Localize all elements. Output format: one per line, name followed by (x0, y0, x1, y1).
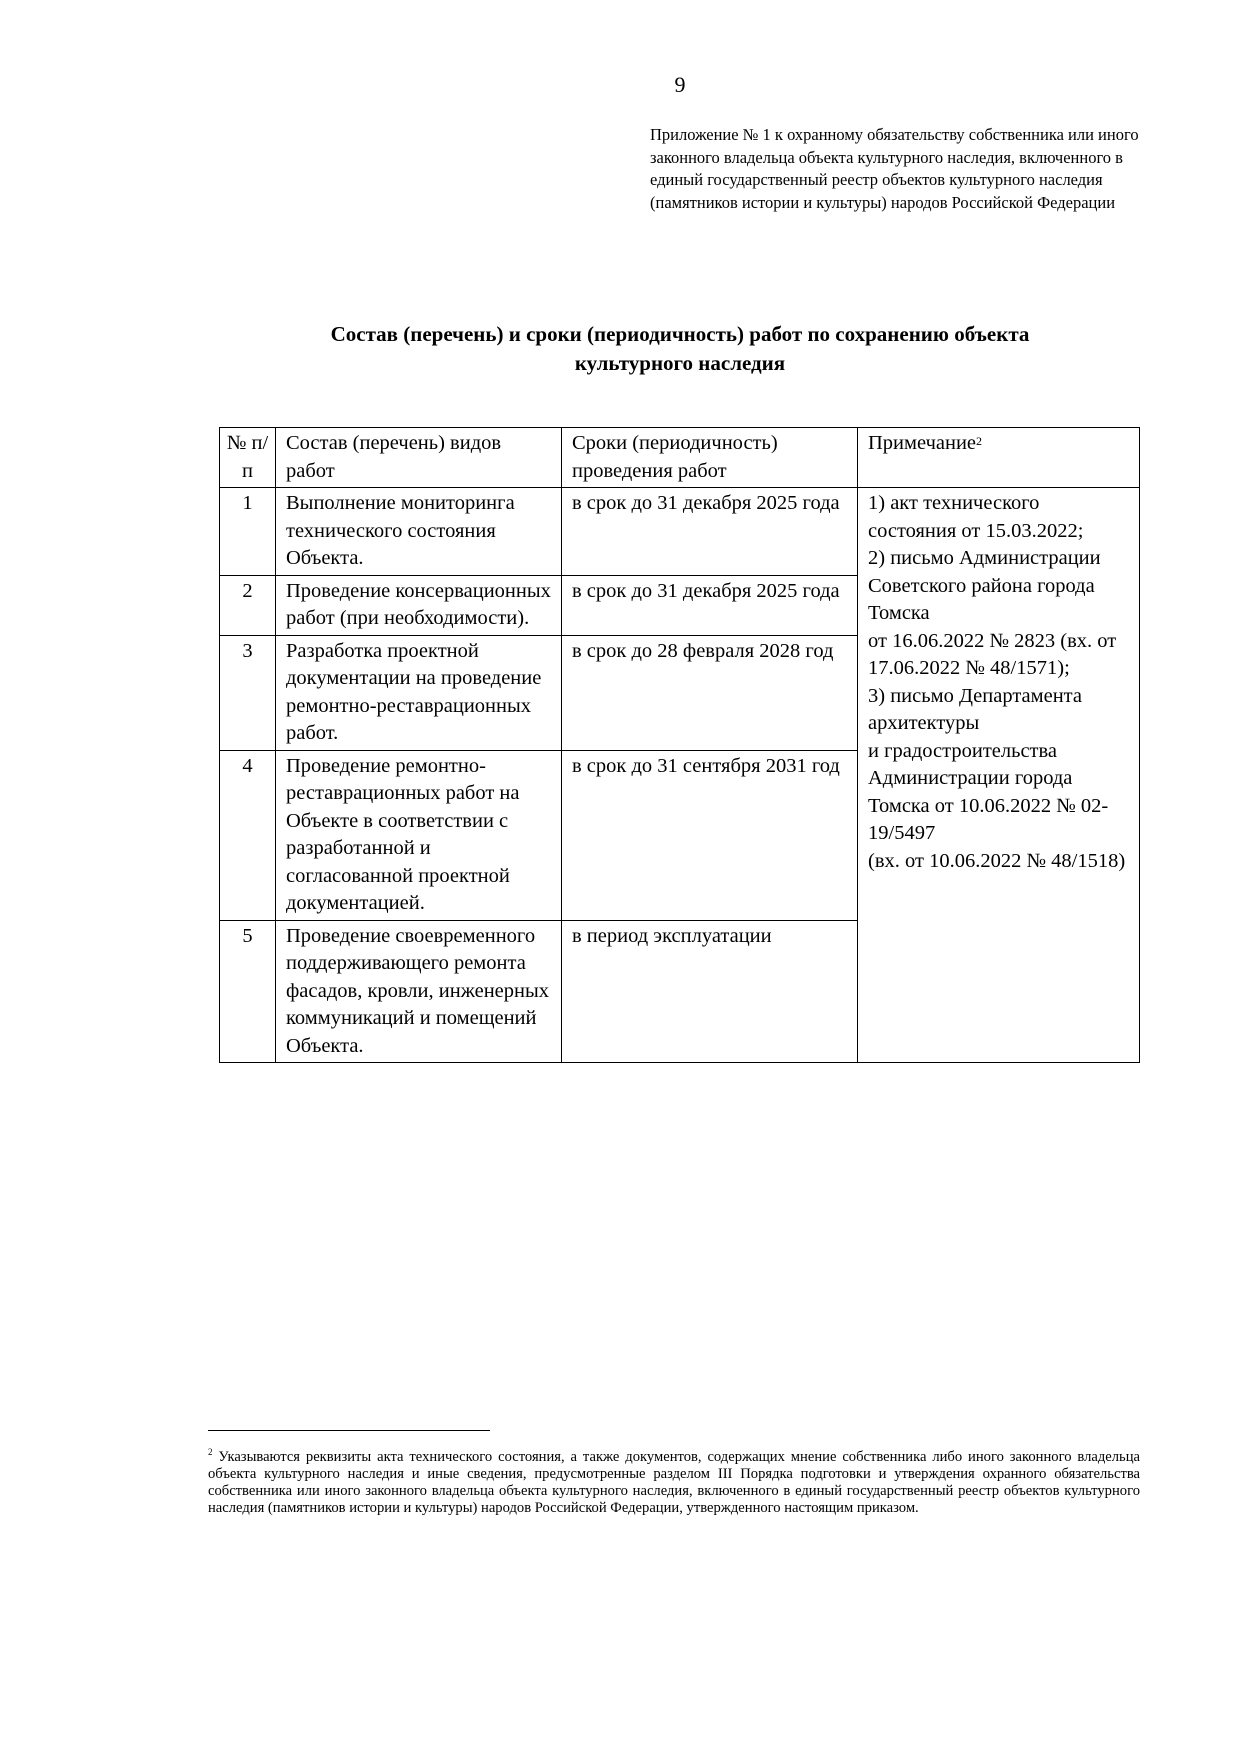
footnote-separator (208, 1430, 490, 1431)
works-table (219, 427, 1140, 1063)
row-terms: в срок до 31 декабря 2025 года (562, 575, 858, 635)
table-header-row (220, 428, 1140, 488)
row-terms: в период эксплуатации (562, 920, 858, 1063)
footnote-text: Указываются реквизиты акта технического состояния, а также документов, содержащих мнение собственника либо иного законного владельца объекта культурного наследия и иные сведения, предусмотренные разделом III Порядка подготовки и утверждения охранного обязательства собственника или иного законного владельца объекта культурного наследия, включенного в единый государственный реестр объектов культурного наследия (памятников истории и культуры) народов Российской Федерации, утвержденного настоящим приказом. (208, 1448, 1140, 1516)
document-title (200, 320, 1160, 378)
row-works: Разработка проектной документации на проведение ремонтно-реставрационных работ. (276, 635, 562, 750)
row-works: Проведение своевременного поддерживающего ремонта фасадов, кровли, инженерных коммуникаций и помещений Объекта. (276, 920, 562, 1063)
footnote-ref: 2 (976, 434, 983, 448)
row-works: Проведение консервационных работ (при необходимости). (276, 575, 562, 635)
header-number: № п/п (220, 428, 276, 488)
header-note (858, 428, 1140, 488)
row-number: 1 (220, 488, 276, 576)
row-works: Выполнение мониторинга технического состояния Объекта. (276, 488, 562, 576)
row-number: 4 (220, 750, 276, 920)
note-cell: 1) акт технического состояния от 15.03.2022; 2) письмо Администрации Советского района города Томска от 16.06.2022 № 2823 (вх. от 17.06.2022 № 48/1571); 3) письмо Департамента архитектуры и градостроительства Администрации города Томска от 10.06.2022 № 02-19/5497 (вх. от 10.06.2022 № 48/1518) (858, 488, 1140, 1063)
row-terms: в срок до 31 декабря 2025 года (562, 488, 858, 576)
row-number: 3 (220, 635, 276, 750)
row-works: Проведение ремонтно-реставрационных работ на Объекте в соответствии с разработанной и согласованной проектной документацией. (276, 750, 562, 920)
footnote-mark: 2 (208, 1447, 213, 1457)
footnote (208, 1444, 1140, 1517)
page-number: 9 (674, 72, 686, 97)
row-number: 2 (220, 575, 276, 635)
header-terms: Сроки (периодичность) проведения работ (562, 428, 858, 488)
row-number: 5 (220, 920, 276, 1063)
title-line-1: Состав (перечень) и сроки (периодичность) работ по сохранению объекта (330, 322, 1030, 346)
title-line-2: культурного наследия (574, 351, 786, 375)
appendix-note: Приложение № 1 к охранному обязательству собственника или иного законного владельца объекта культурного наследия, включенного в единый государственный реестр объектов культурного наследия (памятников истории и культуры) народов Российской Федерации (650, 125, 1139, 212)
row-terms: в срок до 31 сентября 2031 год (562, 750, 858, 920)
header-works: Состав (перечень) видов работ (276, 428, 562, 488)
row-terms: в срок до 28 февраля 2028 год (562, 635, 858, 750)
header-note-label: Примечание (868, 432, 977, 454)
table-row (220, 488, 1140, 576)
